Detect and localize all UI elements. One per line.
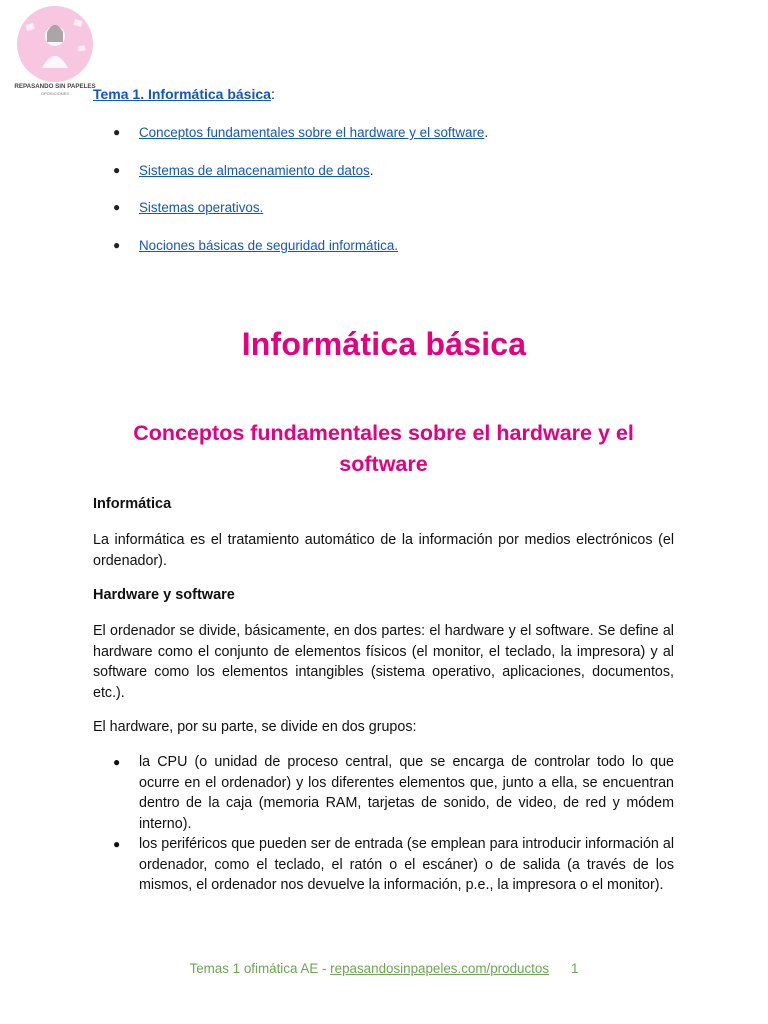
bullet-icon: ● [113, 837, 121, 851]
brand-logo [14, 6, 96, 96]
toc-item-suffix: . [484, 125, 489, 140]
section-title: Conceptos fundamentales sobre el hardware y el software [133, 421, 634, 476]
toc-link-hardware-software[interactable]: Conceptos fundamentales sobre el hardware y el software [139, 125, 485, 140]
list-item-text: los periféricos que pueden ser de entrada (se emplean para introducir información al ordenador, como el teclado, el ratón o el escáner) o de salida (a través de los mismos, el ordenador nos devuelve la información, p.e., la impresora o el monitor). [139, 836, 674, 893]
page-number: 1 [571, 961, 579, 976]
logo-subtext: OPOSICIONES [40, 91, 70, 96]
toc-link-almacenamiento[interactable]: Sistemas de almacenamiento de datos [139, 162, 370, 178]
list-item [93, 834, 674, 896]
footer-text: Temas 1 ofimática AE - [189, 961, 331, 976]
toc-title [93, 86, 275, 102]
paragraph-hardware-software: El ordenador se divide, básicamente, en dos partes: el hardware y el software. Se define al hardware como el conjunto de elementos físicos (el monitor, el teclado, la impresora) y al software como los elementos intangibles (sistema operativo, aplicaciones, documentos, etc.). [93, 623, 674, 701]
toc-item [93, 152, 488, 190]
bullet-icon: ● [113, 125, 121, 139]
subheading-informatica: Informática [93, 496, 172, 512]
list-item [93, 752, 674, 834]
paragraph-informatica: La informática es el tratamiento automático de la información por medios electrónicos (el ordenador). [93, 532, 674, 569]
bullet-icon: ● [113, 237, 121, 252]
toc-title-link[interactable]: Tema 1. Informática básica [93, 86, 271, 102]
logo-text: REPASANDO SIN PAPELES [14, 83, 96, 90]
bullet-icon: ● [113, 200, 121, 214]
bullet-icon: ● [113, 755, 121, 769]
toc-link-seguridad[interactable]: Nociones básicas de seguridad informática. [139, 237, 399, 253]
page-footer [0, 961, 768, 976]
bullet-icon: ● [113, 162, 121, 177]
toc-item [93, 114, 488, 152]
list-item-text: la CPU (o unidad de proceso central, que se encarga de controlar todo lo que ocurre en el ordenador) y los diferentes elementos que, junto a ella, se encuentran dentro de la caja (memoria RAM, tarjetas de sonido, de video, de red y módem interno). [139, 754, 674, 832]
toc-item [93, 227, 488, 265]
toc-item [93, 189, 488, 227]
hardware-groups-list [93, 752, 674, 896]
footer-link[interactable]: repasandosinpapeles.com/productos [330, 961, 550, 976]
logo-illustration [14, 6, 96, 96]
toc-item-suffix: . [369, 162, 374, 178]
toc-link-sistemas-operativos[interactable]: Sistemas operativos. [139, 200, 264, 215]
page-title: Informática básica [241, 326, 527, 362]
paragraph-hardware-intro: El hardware, por su parte, se divide en dos grupos: [93, 719, 417, 735]
toc-title-suffix: : [270, 86, 275, 102]
subheading-hardware-software: Hardware y software [93, 587, 235, 603]
toc-list [93, 114, 488, 264]
